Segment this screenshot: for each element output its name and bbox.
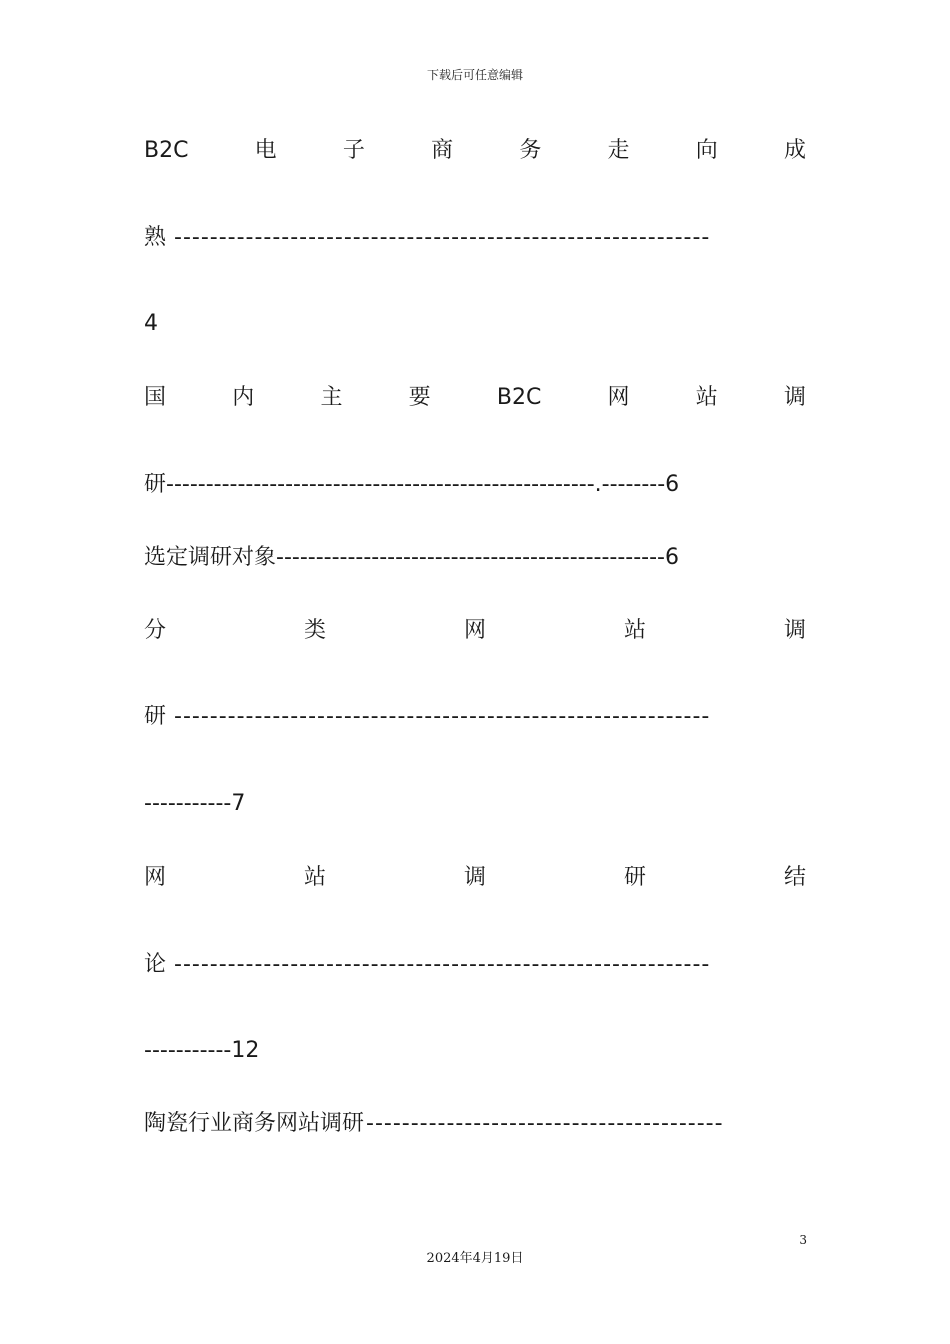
toc-leader-dashes: ------------------------------------------------------------	[174, 952, 711, 977]
toc-entry-4-line-3: -----------7	[144, 791, 246, 816]
toc-word: 站	[303, 865, 326, 890]
toc-word: 要	[408, 385, 431, 410]
toc-word: 结	[783, 865, 806, 890]
toc-entry-2-line-1	[144, 383, 806, 413]
page-number: 3	[799, 1233, 807, 1247]
toc-word: 调	[783, 618, 806, 643]
toc-entry-4-line-1	[144, 616, 806, 646]
toc-entry-2-line-2: 研------------------------------------------------------.--------6	[144, 472, 680, 497]
toc-text: 陶瓷行业商务网站调研	[144, 1111, 365, 1136]
toc-word: 调	[783, 385, 806, 410]
toc-word: 子	[342, 138, 365, 163]
toc-entry-5-line-3: -----------12	[144, 1038, 260, 1063]
toc-word: 调	[463, 865, 486, 890]
toc-leader-dashes: ------------------------------------------------------------	[174, 704, 711, 729]
toc-word: 站	[695, 385, 718, 410]
toc-text: 论	[144, 952, 167, 977]
toc-word: 走	[607, 138, 630, 163]
toc-word: B2C	[144, 138, 189, 163]
toc-word: 商	[431, 138, 454, 163]
toc-word: B2C	[496, 385, 542, 410]
toc-entry-5-line-1	[144, 863, 806, 893]
toc-entry-3-line-1: 选定调研对象-------------------------------------------------6	[144, 545, 679, 570]
toc-word: 网	[144, 865, 167, 890]
toc-entry-4-line-2	[144, 702, 806, 732]
toc-word: 网	[463, 618, 486, 643]
toc-entry-1-line-1	[144, 136, 806, 166]
toc-word: 电	[254, 138, 277, 163]
toc-word: 务	[519, 138, 542, 163]
toc-word: 研	[623, 865, 646, 890]
toc-word: 内	[232, 385, 255, 410]
toc-text: 熟	[144, 225, 167, 250]
toc-word: 分	[144, 618, 167, 643]
toc-word: 类	[303, 618, 326, 643]
toc-leader-dashes: ------------------------------------------------------------	[174, 225, 711, 250]
toc-entry-1-line-2	[144, 223, 806, 253]
toc-entry-5-line-2	[144, 950, 806, 980]
toc-word: 向	[695, 138, 718, 163]
toc-leader-dashes: ----------------------------------------	[366, 1111, 724, 1136]
toc-word: 国	[144, 385, 167, 410]
toc-entry-6-line-1	[144, 1109, 806, 1139]
page-header: 下载后可任意编辑	[426, 68, 523, 82]
toc-word: 站	[623, 618, 646, 643]
toc-word: 主	[320, 385, 343, 410]
toc-text: 研	[144, 704, 167, 729]
toc-word: 成	[783, 138, 806, 163]
page-footer-date: 2024年4月19日	[426, 1251, 524, 1266]
toc-entry-1-page: 4	[144, 311, 158, 336]
toc-word: 网	[607, 385, 630, 410]
